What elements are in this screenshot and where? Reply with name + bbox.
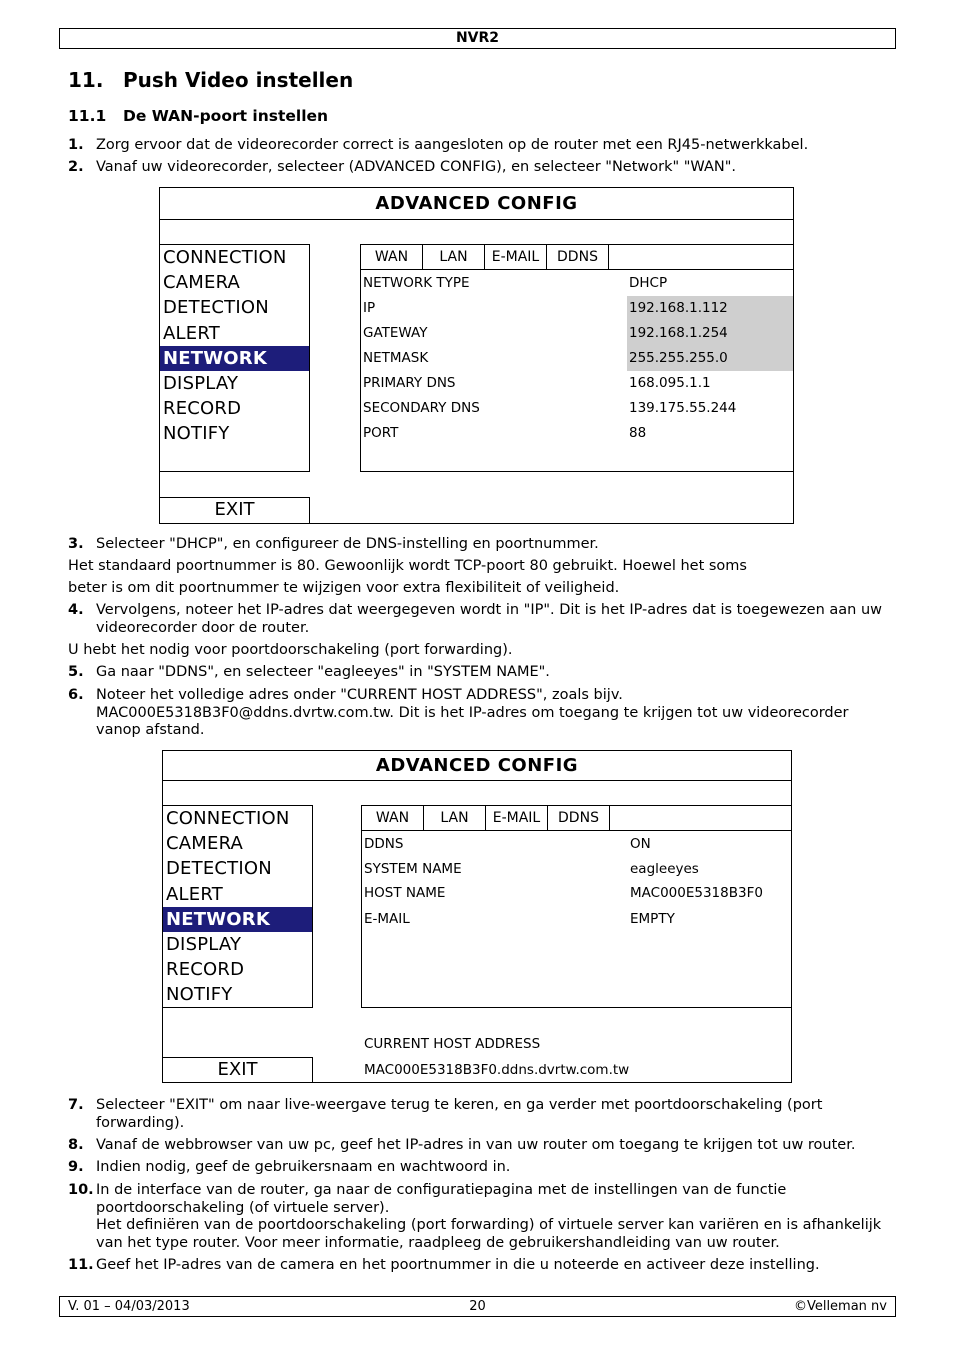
menu-item-camera[interactable]: CAMERA [163, 272, 241, 294]
menu-item-detection[interactable]: DETECTION [166, 858, 272, 880]
advanced-config-wan-screen [159, 187, 794, 524]
setting-value: MAC000E5318B3F0 [630, 885, 763, 901]
setting-label: SYSTEM NAME [364, 861, 462, 877]
step-number: 4. [68, 602, 84, 618]
setting-row-primary-dns[interactable] [361, 371, 793, 396]
menu-item-notify[interactable]: NOTIFY [163, 423, 230, 445]
setting-row-host-name[interactable] [362, 881, 791, 906]
setting-value: 192.168.1.254 [627, 321, 793, 346]
setting-label: HOST NAME [364, 885, 446, 901]
setting-value: eagleeyes [630, 861, 699, 877]
title-divider [160, 219, 793, 220]
step-9 [68, 1159, 888, 1177]
setting-label: E-MAIL [364, 911, 410, 927]
tab-ddns[interactable]: DDNS [548, 806, 610, 830]
setting-value: 88 [629, 425, 647, 441]
setting-value: DHCP [629, 275, 668, 291]
page-header: NVR2 [59, 28, 896, 49]
subsection-number: 11.1 [68, 107, 107, 125]
setting-label: DDNS [364, 836, 404, 852]
menu-item-display[interactable]: DISPLAY [163, 372, 239, 394]
network-tabs [362, 806, 791, 831]
step-text: Noteer het volledige adres onder "CURRENT HOST ADDRESS", zoals bijv. MAC000E5318B3F0@ddns.dvrtw.com.tw. Dit is het IP-adres om toegang te krijgen tot uw videorecorder vanop afstand. [96, 687, 849, 738]
footer-page-number: 20 [469, 1299, 486, 1314]
step-text: Selecteer "EXIT" om naar live-weergave terug te keren, en ga verder met poortdoorschakeling (port forwarding). [96, 1097, 823, 1131]
menu-item-record[interactable]: RECORD [166, 959, 245, 981]
setting-row-system-name[interactable] [362, 857, 791, 882]
setting-row-email[interactable] [362, 907, 791, 932]
section-title-text: Push Video instellen [123, 68, 354, 92]
subsection-title [68, 107, 328, 125]
tab-email[interactable]: E-MAIL [486, 806, 548, 830]
menu-item-detection[interactable]: DETECTION [163, 297, 269, 319]
tab-wan[interactable]: WAN [361, 245, 423, 269]
section-number: 11. [68, 68, 104, 92]
step-7 [68, 1097, 888, 1132]
step-number: 11. [68, 1257, 94, 1273]
screen-title: ADVANCED CONFIG [375, 755, 579, 776]
footer-company: ©Velleman nv [793, 1299, 887, 1314]
step-number: 5. [68, 664, 84, 680]
step-number: 6. [68, 687, 84, 703]
step-number: 8. [68, 1137, 84, 1153]
network-panel [360, 244, 794, 472]
setting-value: EMPTY [630, 911, 675, 927]
step-text: In de interface van de router, ga naar de configuratiepagina met de instellingen van de functie poortdoorschakeling (of virtuele server). [96, 1182, 787, 1216]
tab-email[interactable]: E-MAIL [485, 245, 547, 269]
step-text: Zorg ervoor dat de videorecorder correct is aangesloten op de router met een RJ45-netwerkkabel. [96, 137, 809, 153]
setting-row-netmask[interactable] [361, 346, 793, 371]
page-footer [59, 1296, 896, 1317]
step-5 [68, 664, 888, 682]
menu-item-notify[interactable]: NOTIFY [166, 984, 233, 1006]
section-title [68, 68, 353, 92]
menu-item-alert[interactable]: ALERT [163, 322, 220, 344]
step-6 [68, 687, 888, 740]
subsection-title-text: De WAN-poort instellen [123, 107, 329, 125]
step-text: Ga naar "DDNS", en selecteer "eagleeyes" in "SYSTEM NAME". [96, 664, 550, 680]
setting-row-gateway[interactable] [361, 321, 793, 346]
menu-item-record[interactable]: RECORD [163, 398, 242, 420]
step-2 [68, 159, 888, 177]
screen-title: ADVANCED CONFIG [375, 193, 578, 214]
menu-item-connection[interactable]: CONNECTION [163, 247, 287, 268]
step-10 [68, 1182, 888, 1252]
paragraph-port-flexibility: beter is om dit poortnummer te wijzigen voor extra flexibiliteit of veiligheid. [68, 580, 620, 596]
tab-lan[interactable]: LAN [423, 245, 485, 269]
menu-item-display[interactable]: DISPLAY [166, 933, 242, 955]
menu-item-alert[interactable]: ALERT [166, 883, 223, 905]
current-host-address-value: MAC000E5318B3F0.ddns.dvrtw.com.tw [364, 1062, 630, 1078]
network-panel [361, 805, 792, 1008]
config-menu [159, 244, 310, 472]
step-text-continued: Het definiëren van de poortdoorschakeling (port forwarding) of virtuele server kan variëren en is afhankelijk van het type router. Voor meer informatie, raadpleeg de gebruikershandleiding van uw router. [96, 1217, 882, 1251]
menu-item-network[interactable]: NETWORK [160, 346, 309, 371]
step-number: 7. [68, 1097, 84, 1113]
network-tabs [361, 245, 793, 270]
setting-value: 255.255.255.0 [627, 346, 793, 371]
step-number: 3. [68, 536, 84, 552]
advanced-config-ddns-screen [162, 750, 792, 1083]
tab-wan[interactable]: WAN [362, 806, 424, 830]
setting-value: 168.095.1.1 [629, 375, 711, 391]
setting-row-port[interactable] [361, 421, 793, 446]
setting-label: PORT [363, 425, 399, 441]
current-host-address-label: CURRENT HOST ADDRESS [364, 1036, 541, 1052]
step-3 [68, 536, 888, 554]
setting-value: 192.168.1.112 [627, 296, 793, 321]
step-number: 1. [68, 137, 84, 153]
exit-button[interactable]: EXIT [159, 497, 310, 524]
menu-item-connection[interactable]: CONNECTION [166, 808, 290, 829]
step-1 [68, 137, 888, 155]
setting-label: PRIMARY DNS [363, 375, 456, 391]
setting-row-secondary-dns[interactable] [361, 396, 793, 421]
paragraph-default-port: Het standaard poortnummer is 80. Gewoonlijk wordt TCP-poort 80 gebruikt. Hoewel het soms [68, 558, 747, 574]
step-text: Vervolgens, noteer het IP-adres dat weergegeven wordt in "IP". Dit is het IP-adres dat is toegewezen aan uw videorecorder door de router. [96, 602, 882, 636]
config-menu [162, 805, 313, 1008]
tab-lan[interactable]: LAN [424, 806, 486, 830]
setting-label: IP [363, 300, 376, 316]
step-11 [68, 1257, 888, 1275]
exit-button[interactable]: EXIT [162, 1057, 313, 1083]
step-text: Vanaf de webbrowser van uw pc, geef het IP-adres in van uw router om toegang te krijgen tot uw router. [96, 1137, 856, 1153]
menu-item-camera[interactable]: CAMERA [166, 833, 244, 855]
step-text: Vanaf uw videorecorder, selecteer (ADVANCED CONFIG), en selecteer "Network" "WAN". [96, 159, 737, 175]
title-divider [163, 780, 791, 781]
setting-label: SECONDARY DNS [363, 400, 480, 416]
tab-ddns[interactable]: DDNS [547, 245, 609, 269]
step-text: Indien nodig, geef de gebruikersnaam en wachtwoord in. [96, 1159, 511, 1175]
footer-version: V. 01 – 04/03/2013 [68, 1299, 190, 1314]
setting-row-ip[interactable] [361, 296, 793, 321]
setting-row-ddns[interactable] [362, 832, 791, 857]
setting-label: NETMASK [363, 350, 429, 366]
step-number: 10. [68, 1182, 94, 1198]
setting-label: NETWORK TYPE [363, 275, 470, 291]
paragraph-port-forwarding: U hebt het nodig voor poortdoorschakeling (port forwarding). [68, 642, 513, 658]
menu-item-network[interactable]: NETWORK [163, 907, 312, 932]
step-8 [68, 1137, 888, 1155]
setting-row-network-type[interactable] [361, 271, 793, 296]
step-text: Geef het IP-adres van de camera en het poortnummer in die u noteerde en activeer deze instelling. [96, 1257, 820, 1273]
step-text: Selecteer "DHCP", en configureer de DNS-instelling en poortnummer. [96, 536, 599, 552]
setting-value: 139.175.55.244 [629, 400, 737, 416]
step-number: 2. [68, 159, 84, 175]
step-4 [68, 602, 888, 637]
step-number: 9. [68, 1159, 84, 1175]
setting-value: ON [630, 836, 651, 852]
setting-label: GATEWAY [363, 325, 428, 341]
